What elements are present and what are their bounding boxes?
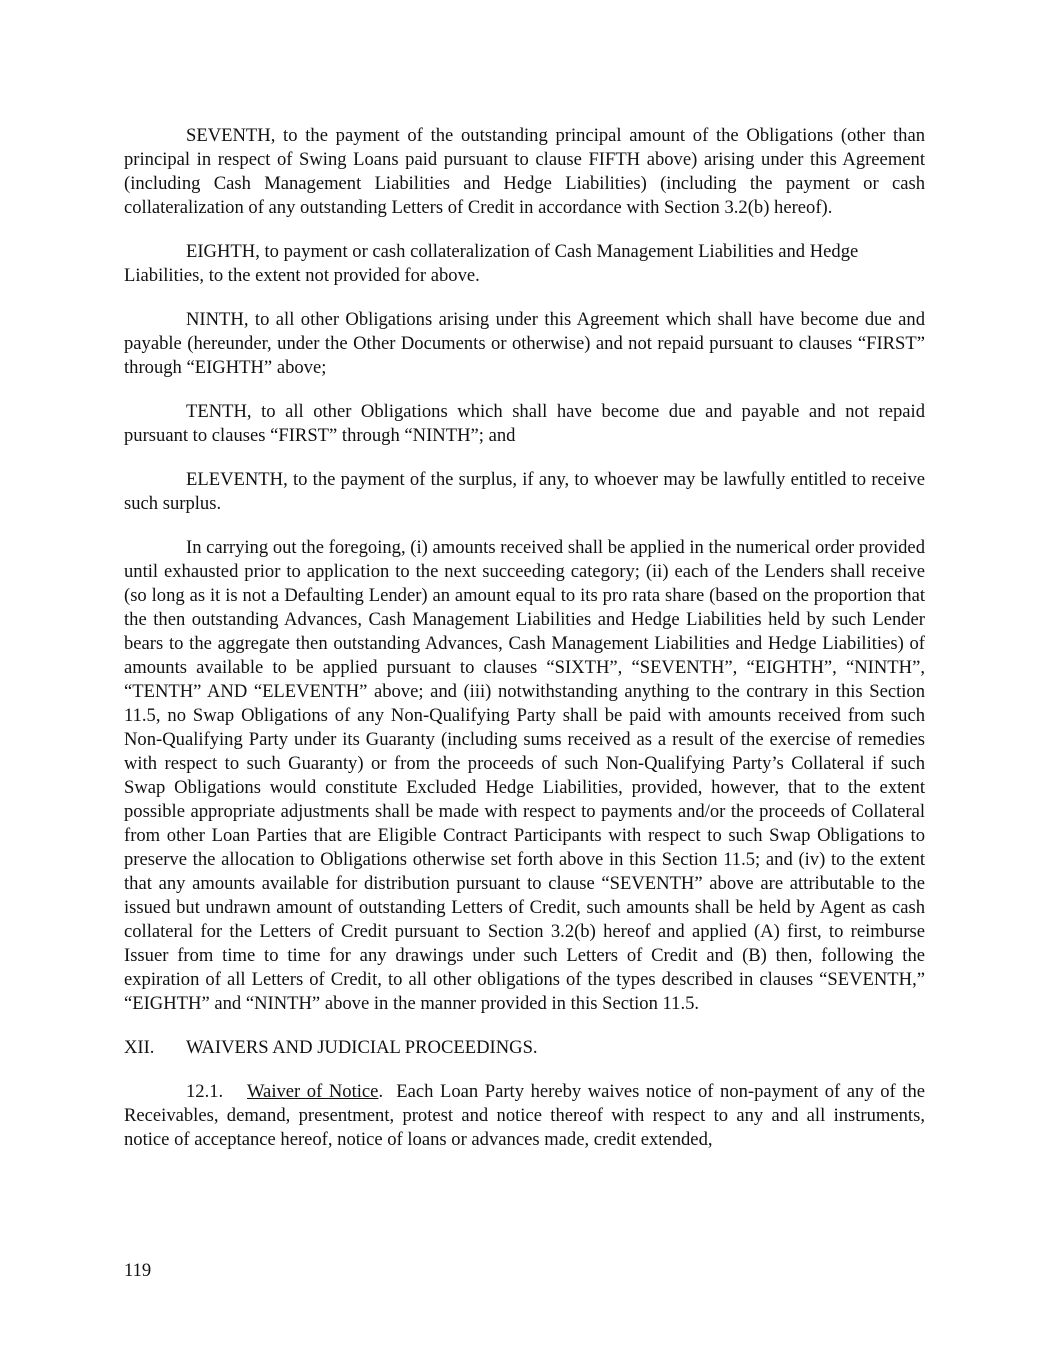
paragraph-tenth: TENTH, to all other Obligations which shall have become due and payable and not repaid pursuant to clauses “FIRST” through “NINTH”; and [124, 401, 925, 446]
paragraph-eleventh: ELEVENTH, to the payment of the surplus, if any, to whoever may be lawfully entitled to receive such surplus. [124, 469, 925, 514]
article-title: WAIVERS AND JUDICIAL PROCEEDINGS. [186, 1037, 538, 1058]
article-heading [124, 1036, 925, 1060]
section-title: Waiver of Notice [247, 1081, 379, 1102]
paragraph-foregoing: In carrying out the foregoing, (i) amounts received shall be applied in the numerical order provided until exhausted prior to application to the next succeeding category; (ii) each of the Lenders shall receive (so long as it is not a Defaulting Lender) an amount equal to its pro rata share (based on the proportion that the then outstanding Advances, Cash Management Liabilities and Hedge Liabilities held by such Lender bears to the aggregate then outstanding Advances, Cash Management Liabilities and Hedge Liabilities) of amounts available to be applied pursuant to clauses “SIXTH”, “SEVENTH”, “EIGHTH”, “NINTH”, “TENTH” AND “ELEVENTH” above; and (iii) notwithstanding anything to the contrary in this Section 11.5, no Swap Obligations of any Non-Qualifying Party shall be paid with amounts received from such Non-Qualifying Party under its Guaranty (including sums received as a result of the exercise of remedies with respect to such Guaranty) or from the proceeds of such Non-Qualifying Party’s Collateral if such Swap Obligations would constitute Excluded Hedge Liabilities, provided, however, that to the extent possible appropriate adjustments shall be made with respect to payments and/or the proceeds of Collateral from other Loan Parties that are Eligible Contract Participants with respect to such Swap Obligations to preserve the allocation to Obligations otherwise set forth above in this Section 11.5; and (iv) to the extent that any amounts available for distribution pursuant to clause “SEVENTH” above are attributable to the issued but undrawn amount of outstanding Letters of Credit, such amounts shall be held by Agent as cash collateral for the Letters of Credit pursuant to Section 3.2(b) hereof and applied (A) first, to reimburse Issuer from time to time for any drawings under such Letters of Credit and (B) then, following the expiration of all Letters of Credit, to all other obligations of the types described in clauses “SEVENTH,” “EIGHTH” and “NINTH” above in the manner provided in this Section 11.5. [124, 537, 925, 1014]
document-page [124, 124, 930, 1172]
section-12-1 [124, 1080, 930, 1152]
page-number: 119 [124, 1260, 152, 1281]
paragraph-seventh: SEVENTH, to the payment of the outstanding principal amount of the Obligations (other than principal in respect of Swing Loans paid pursuant to clause FIFTH above) arising under this Agreement (including Cash Management Liabilities and Hedge Liabilities) (including the payment or cash collateralization of any outstanding Letters of Credit in accordance with Section 3.2(b) hereof). [124, 125, 925, 218]
section-title-period: . [378, 1081, 384, 1102]
section-body: Each Loan Party hereby waives notice of non-payment of any of the Receivables, demand, presentment, protest and notice thereof with respect to any and all instruments, notice of acceptance hereof, notice of loans or advances made, credit extended, [124, 1081, 930, 1150]
paragraph-eighth: EIGHTH, to payment or cash collateralization of Cash Management Liabilities and Hedge Liabilities, to the extent not provided for above. [124, 241, 859, 286]
article-number: XII. [124, 1037, 155, 1058]
section-number: 12.1. [186, 1081, 224, 1102]
paragraph-ninth: NINTH, to all other Obligations arising under this Agreement which shall have become due and payable (hereunder, under the Other Documents or otherwise) and not repaid pursuant to clauses “FIRST” through “EIGHTH” above; [124, 309, 925, 378]
